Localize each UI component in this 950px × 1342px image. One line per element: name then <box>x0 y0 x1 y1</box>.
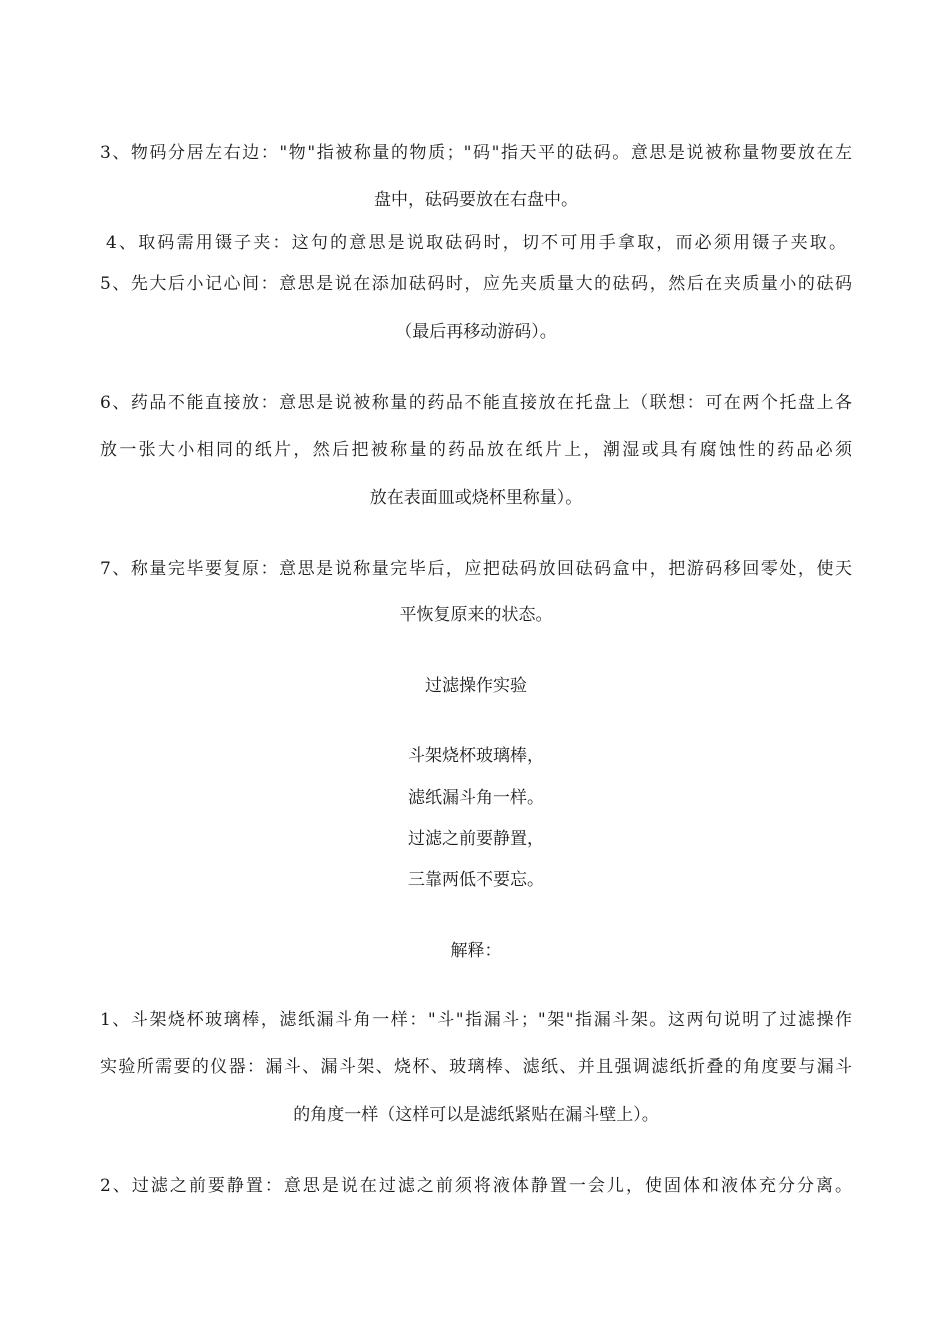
item-6-line-2: 放一张大小相同的纸片，然后把被称量的药品放在纸片上，潮湿或具有腐蚀性的药品必须 <box>100 440 852 460</box>
poem-line-3: 过滤之前要静置， <box>408 829 544 849</box>
item-3-line-2: 盘中，砝码要放在右盘中。 <box>374 190 578 210</box>
item-6-line-3: 放在表面皿或烧杯里称量）。 <box>369 488 583 508</box>
explain-item-1-line-3: 的角度一样（这样可以是滤纸紧贴在漏斗壁上）。 <box>293 1105 659 1125</box>
item-5-line-2: （最后再移动游码）。 <box>395 322 557 342</box>
explain-heading: 解释： <box>450 941 502 961</box>
explain-item-1-line-2: 实验所需要的仪器：漏斗、漏斗架、烧杯、玻璃棒、滤纸、并且强调滤纸折叠的角度要与漏斗 <box>100 1057 852 1077</box>
poem-line-1: 斗架烧杯玻璃棒， <box>408 746 544 766</box>
item-5-line-1: 5、先大后小记心间：意思是说在添加砝码时，应先夹质量大的砝码，然后在夹质量小的砝码 <box>100 274 852 294</box>
item-7-line-2: 平恢复原来的状态。 <box>399 605 553 625</box>
item-7-line-1: 7、称量完毕要复原：意思是说称量完毕后，应把砝码放回砝码盒中，把游码移回零处，使天 <box>100 559 852 579</box>
poem-line-4: 三靠两低不要忘。 <box>408 870 544 890</box>
item-3-line-1: 3、物码分居左右边："物"指被称量的物质；"码"指天平的砝码。意思是说被称量物要放在左 <box>100 143 852 163</box>
section-title: 过滤操作实验 <box>425 676 527 696</box>
item-6-line-1: 6、药品不能直接放：意思是说被称量的药品不能直接放在托盘上（联想：可在两个托盘上各 <box>100 393 852 413</box>
poem-line-2: 滤纸漏斗角一样。 <box>408 788 544 808</box>
explain-item-2-line-1: 2、过滤之前要静置：意思是说在过滤之前须将液体静置一会儿，使固体和液体充分分离。 <box>100 1176 852 1196</box>
explain-item-1-line-1: 1、斗架烧杯玻璃棒，滤纸漏斗角一样："斗"指漏斗；"架"指漏斗架。这两句说明了过滤操作 <box>100 1010 852 1030</box>
item-4-line-1: 4、取码需用镊子夹：这句的意思是说取砝码时，切不可用手拿取，而必须用镊子夹取。 <box>106 233 846 253</box>
